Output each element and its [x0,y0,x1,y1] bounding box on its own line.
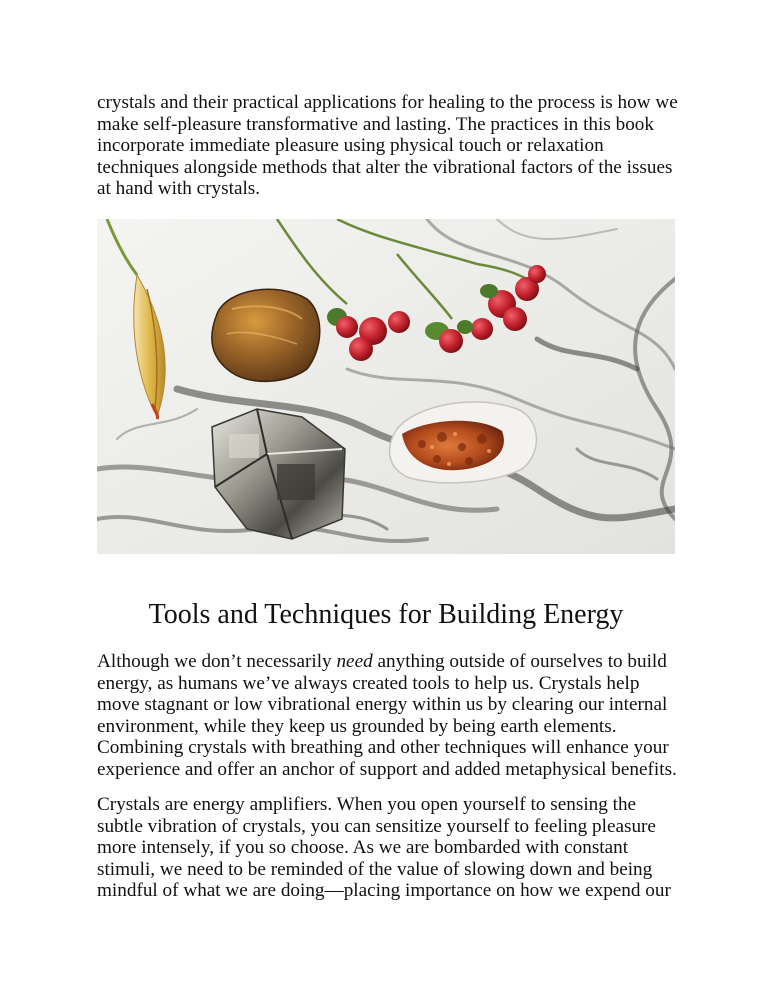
marble-surface [97,219,675,554]
text-segment: anything outside of ourselves to build [372,651,667,672]
intro-paragraph [97,92,687,200]
text-segment: Although we don’t necessarily [97,651,337,672]
text-line: more intensely, if you so choose. As we are bombarded with constant [97,837,629,859]
text-line: Crystals are energy amplifiers. When you open yourself to sensing the [97,794,637,815]
text-line: experience and offer an anchor of support and added metaphysical benefits. [97,758,677,780]
emphasis-word: need [336,651,373,672]
crystals-photo [97,219,675,554]
tigers-eye-crystal [212,289,320,381]
text-line: techniques alongside methods that alter the vibrational factors of the issues [97,156,673,178]
text-line: Combining crystals with breathing and other techniques will enhance your [97,737,669,759]
text-line: mindful of what we are doing—placing importance on how we expend our [97,880,671,902]
text-line: environment, while they keep us grounded by being earth elements. [97,715,617,737]
text-line: move stagnant or low vibrational energy within us by clearing our internal [97,694,668,716]
text-line: crystals and their practical applications for healing to the process is how we [97,92,678,113]
section-heading: Tools and Techniques for Building Energy [148,599,624,630]
text-line: make self-pleasure transformative and lasting. The practices in this book [97,113,654,135]
text-line: subtle vibration of crystals, you can sensitize yourself to feeling pleasure [97,815,656,837]
body-paragraph-one [97,651,687,781]
text-line: stimuli, we need to be reminded of the value of slowing down and being [97,858,653,880]
text-line: energy, as humans we’ve always created tools to help us. Crystals help [97,672,640,694]
text-line: at hand with crystals. [97,178,261,200]
text-line: incorporate immediate pleasure using physical touch or relaxation [97,135,604,157]
text-line [97,651,687,673]
body-paragraph-two [97,794,687,902]
